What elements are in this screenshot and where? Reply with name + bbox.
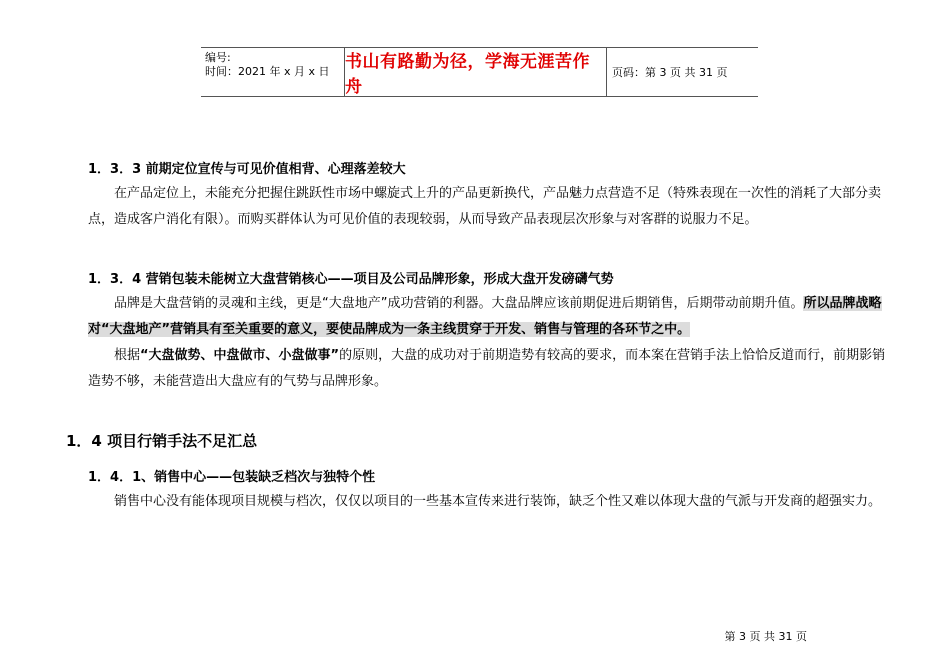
section-1-3-3 <box>88 158 898 233</box>
bold-quote: “大盘做势、中盘做市、小盘做事” <box>140 348 340 363</box>
section-heading: 1．4．1、销售中心——包装缺乏档次与独特个性 <box>88 470 376 485</box>
highlighted-text: 所以品牌战略对“大盘地产”营销具有至关重要的意义，要使品牌成为一条主线贯穿于开发、销售与管理的各环节之中。 <box>88 296 882 337</box>
date-text: 时间：2021 年 x 月 x 日 <box>205 65 330 78</box>
brand-paragraph <box>88 291 898 343</box>
paragraph-text: 品牌是大盘营销的灵魂和主线，更是“大盘地产”成功营销的利器。大盘品牌应该前期促进后期销售，后期带动前期升值。 <box>114 296 804 311</box>
footer-page-number: 第 3 页 共 31 页 <box>724 630 807 643</box>
document-header <box>201 47 758 97</box>
section-paragraph: 在产品定位上，未能充分把握住跳跃性市场中螺旋式上升的产品更新换代，产品魅力点营造不足（特殊表现在一次性的消耗了大部分卖点，造成客户消化有限）。而购买群体认为可见价值的表现较弱，从而导致产品表现层次形象与对客群的说服力不足。 <box>88 186 882 227</box>
principle-paragraph <box>88 343 898 395</box>
header-page-number: 页码：第 3 页 共 31 页 <box>612 66 728 79</box>
section-paragraph: 销售中心没有能体现项目规模与档次，仅仅以项目的一些基本宣传来进行装饰，缺乏个性又难以体现大盘的气派与开发商的超强实力。 <box>114 494 882 509</box>
number-label: 编号: <box>205 51 231 64</box>
paragraph-text: 的原则，大盘的成功对于前期造势有较高的要求，而本案在营销手法上恰恰反道而行，前期影销造势不够，未能营造出大盘应有的气势与品牌形象。 <box>88 348 886 389</box>
paragraph-text: 根据 <box>114 348 141 363</box>
header-left-cell <box>201 48 344 96</box>
section-heading: 1．3．3 前期定位宣传与可见价值相背、心理落差较大 <box>88 162 406 177</box>
section-1-3-4 <box>88 268 898 395</box>
section-1-4-1 <box>88 466 898 515</box>
section-heading: 1．3．4 营销包装未能树立大盘营销核心——项目及公司品牌形象，形成大盘开发磅礴气势 <box>88 272 614 287</box>
section-1-4-heading: 1．4 项目行销手法不足汇总 <box>66 432 258 450</box>
motto: 书山有路勤为径，学海无涯苦作舟 <box>344 48 607 96</box>
